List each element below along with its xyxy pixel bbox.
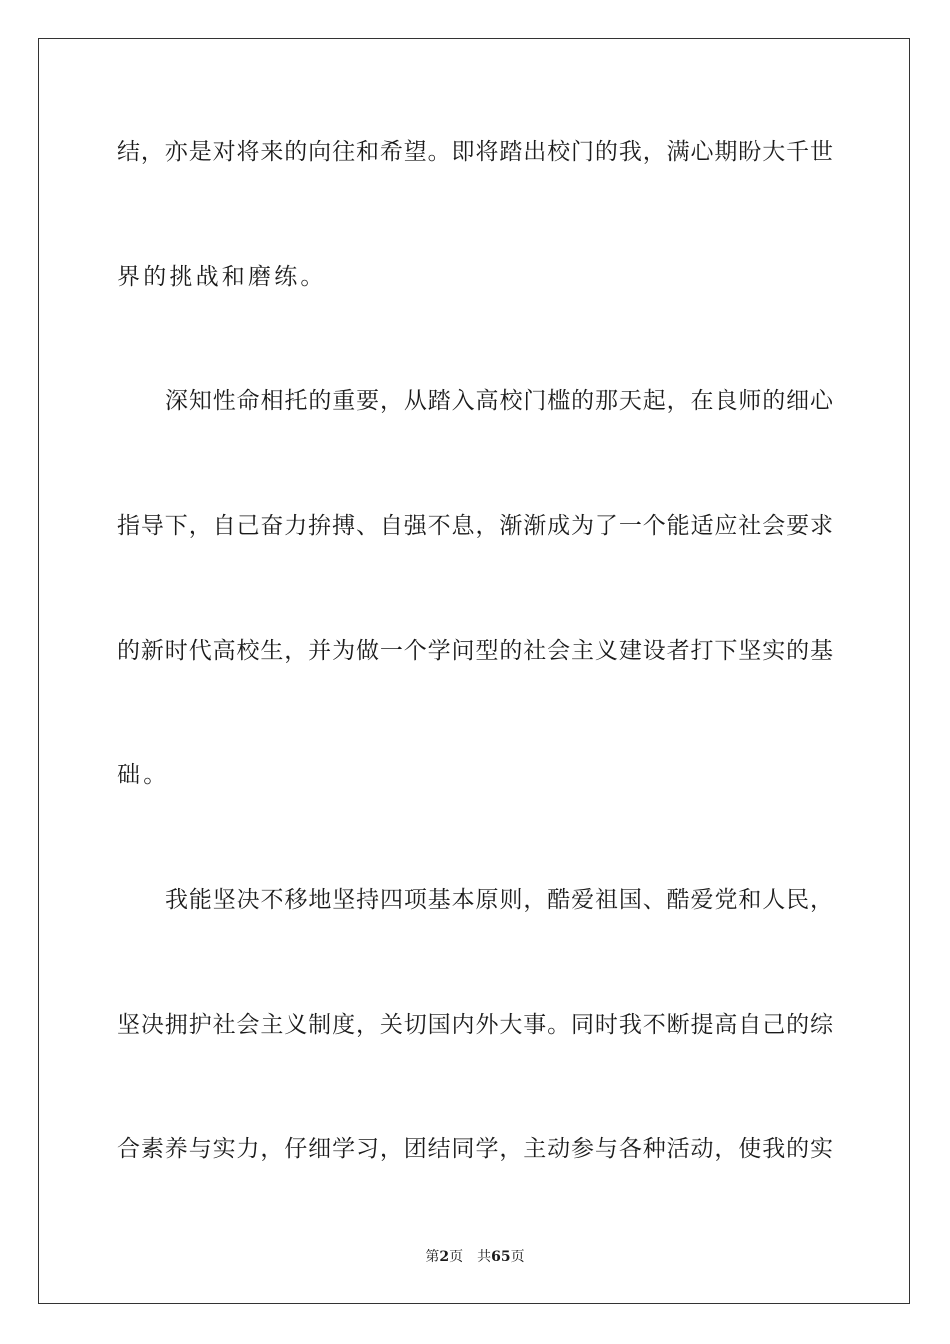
footer-total-suffix: 页 — [510, 1249, 525, 1265]
page-border — [38, 38, 910, 1304]
footer-total-pages: 65 — [491, 1249, 511, 1265]
text-line-1: 结，亦是对将来的向往和希望。即将踏出校门的我，满心期盼大千世 — [117, 139, 833, 165]
footer-page-suffix: 页 — [449, 1249, 464, 1265]
text-line-2: 界的挑战和磨练。 — [117, 264, 327, 290]
page-footer — [0, 1248, 950, 1266]
text-line-9: 合素养与实力，仔细学习，团结同学，主动参与各种活动，使我的实 — [117, 1136, 833, 1162]
text-line-6: 础。 — [117, 762, 170, 788]
text-line-5: 的新时代高校生，并为做一个学问型的社会主义建设者打下坚实的基 — [117, 638, 833, 664]
footer-page-number: 2 — [439, 1249, 450, 1265]
text-line-8: 坚决拥护社会主义制度，关切国内外大事。同时我不断提高自己的综 — [117, 1012, 833, 1038]
footer-total-prefix: 共 — [477, 1249, 492, 1265]
text-line-3: 深知性命相托的重要，从踏入高校门槛的那天起，在良师的细心 — [165, 388, 833, 414]
footer-page-prefix: 第 — [425, 1249, 440, 1265]
text-line-4: 指导下，自己奋力拚搏、自强不息，渐渐成为了一个能适应社会要求 — [117, 513, 833, 539]
text-line-7: 我能坚决不移地坚持四项基本原则，酷爱祖国、酷爱党和人民， — [165, 887, 833, 913]
